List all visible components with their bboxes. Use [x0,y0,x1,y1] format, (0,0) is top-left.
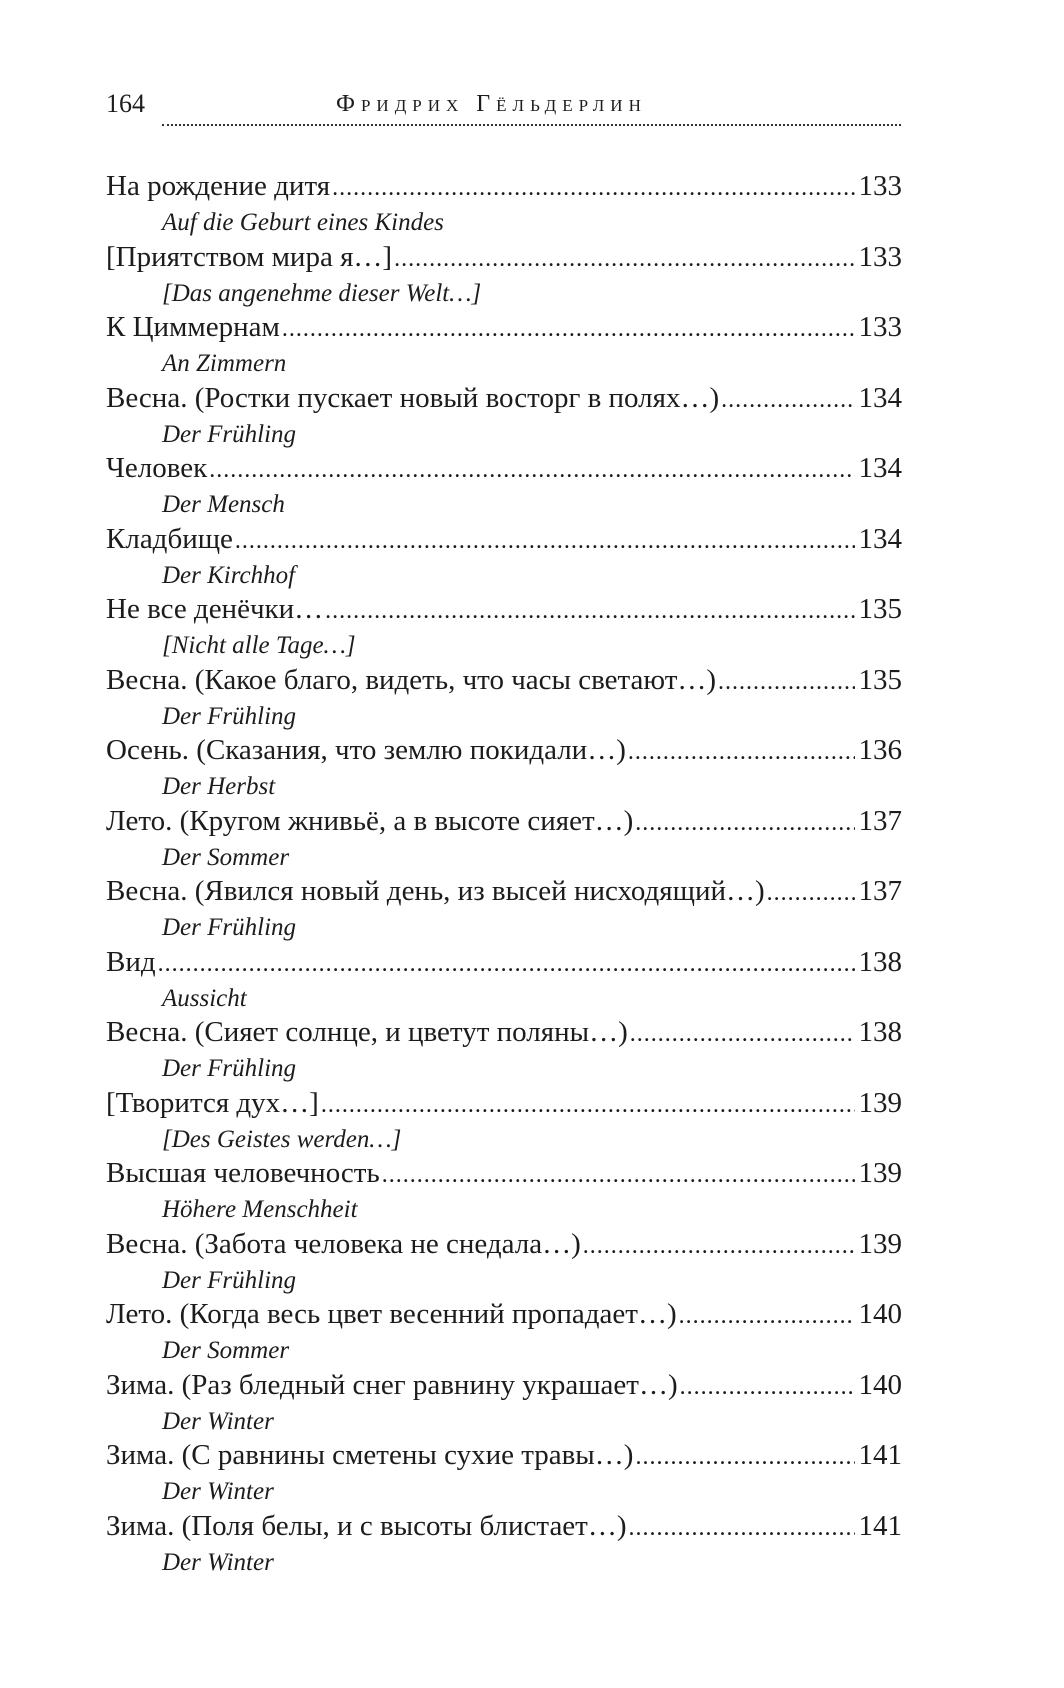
entry-original-title: [Das angenehme dieser Welt…] [162,279,482,307]
dot-leader [209,452,854,488]
toc-entry [106,662,902,733]
toc-row [106,239,902,277]
entry-page-number: 140 [858,1298,902,1330]
entry-title: Весна. (Сияет солнце, и цветут поляны…) [106,1016,628,1048]
toc-row [106,732,902,770]
entry-title: Зима. (С равнины сметены сухие травы…) [106,1439,634,1471]
dot-leader [628,734,855,770]
entry-original-title: Der Frühling [162,420,297,448]
entry-original-title: Der Winter [162,1478,274,1505]
entry-original-title: Der Frühling [162,702,297,730]
entry-title: [Творится дух…] [106,1086,319,1119]
toc-row [106,1226,902,1264]
toc-row [106,873,902,911]
entry-original-title: [Nicht alle Tage…] [162,632,356,659]
entry-original-title: Der Frühling [162,914,297,941]
toc-entry [106,1226,902,1297]
toc-entry [106,521,902,592]
toc-row [106,521,902,559]
entry-original-title: [Des Geistes werden…] [162,1125,402,1153]
toc-row [106,380,902,418]
entry-page-number: 141 [858,1509,902,1542]
dot-leader [158,946,855,982]
dot-leader [635,805,854,841]
entry-title: Зима. (Раз бледный снег равнину украшает…) [106,1368,678,1401]
toc-row [106,1014,902,1052]
entry-title: Лето. (Когда весь цвет весенний пропадает…) [106,1298,677,1330]
entry-title: Кладбище [106,522,233,555]
entry-original-title: Auf die Geburt eines Kindes [162,209,444,236]
dot-leader [767,875,855,911]
page-number: 164 [106,89,145,118]
entry-title: К Циммернам [106,311,280,343]
toc-entry [106,1508,902,1579]
entry-page-number: 139 [858,1086,902,1119]
toc-entry [106,1367,902,1438]
entry-page-number: 133 [858,170,902,202]
entry-page-number: 135 [858,663,902,696]
toc-row [106,1437,902,1475]
entry-title: Весна. (Явился новый день, из высей нисходящий…) [106,875,765,907]
toc-entry [106,168,902,239]
dot-leader [635,1439,854,1475]
entry-title: Высшая человечность [106,1157,380,1189]
entry-page-number: 140 [858,1368,902,1401]
entry-title: Человек [106,452,208,484]
entry-title: Вид [106,945,156,978]
entry-page-number: 139 [858,1157,902,1189]
toc-entry [106,873,902,944]
dot-leader [321,1087,855,1123]
entry-page-number: 133 [858,311,902,343]
dot-leader [583,1228,855,1264]
toc-entry [106,1155,902,1226]
entry-original-title: Der Winter [162,1407,274,1435]
toc-row [106,803,902,841]
entry-original-title: Der Kirchhof [162,561,296,589]
dot-leader [382,1157,855,1193]
entry-title: Зима. (Поля белы, и с высоты блистает…) [106,1509,627,1542]
entry-title: На рождение дитя [106,170,331,202]
toc-row [106,1085,902,1123]
entry-page-number: 133 [858,240,902,273]
toc-row [106,1155,902,1193]
entry-original-title: Höhere Menschheit [162,1196,358,1223]
entry-original-title: An Zimmern [162,350,287,377]
toc-entry [106,1437,902,1508]
toc-row [106,309,902,347]
toc-entry [106,309,902,380]
toc-entry [106,1296,902,1367]
toc-entry [106,239,902,310]
entry-title: [Приятством мира я…] [106,240,393,273]
entry-page-number: 139 [858,1227,902,1260]
entry-title: Весна. (Ростки пускает новый восторг в полях…) [106,381,720,414]
dot-leader [718,664,854,700]
entry-title: Осень. (Сказания, что землю покидали…) [106,734,626,766]
toc-entry [106,380,902,451]
entry-page-number: 136 [858,734,902,766]
entry-original-title: Der Frühling [162,1266,297,1294]
toc-entry [106,1085,902,1156]
page-header [106,88,901,128]
toc-entry [106,591,902,662]
entry-page-number: 135 [858,593,902,625]
toc-row [106,662,902,700]
toc-entry [106,803,902,874]
toc-row [106,1296,902,1334]
dot-leader [282,311,855,347]
table-of-contents [106,168,902,1578]
toc-entry [106,944,902,1015]
entry-original-title: Der Sommer [162,843,290,871]
toc-entry [106,450,902,521]
entry-original-title: Der Herbst [162,773,276,800]
toc-row [106,944,902,982]
entry-title: Лето. (Кругом жнивьё, а в высоте сияет…) [106,804,634,837]
dotted-rule [162,124,901,126]
entry-page-number: 138 [858,1016,902,1048]
dot-leader [325,593,854,629]
dot-leader [679,1298,855,1334]
toc-entry [106,732,902,803]
toc-row [106,1367,902,1405]
entry-title: Весна. (Какое благо, видеть, что часы светают…) [106,663,717,696]
toc-entry [106,1014,902,1085]
dot-leader [394,241,854,277]
entry-page-number: 138 [858,945,902,978]
toc-row [106,1508,902,1546]
toc-row [106,591,902,629]
running-head: Фридрих Гёльдерлин [336,91,647,117]
entry-original-title: Aussicht [162,984,247,1012]
entry-original-title: Der Mensch [162,491,285,518]
entry-page-number: 141 [858,1439,902,1471]
entry-original-title: Der Sommer [162,1337,290,1364]
entry-page-number: 134 [858,381,902,414]
entry-original-title: Der Frühling [162,1055,297,1082]
toc-row [106,168,902,206]
entry-page-number: 134 [858,452,902,484]
dot-leader [630,1016,855,1052]
toc-row [106,450,902,488]
entry-page-number: 134 [858,522,902,555]
entry-page-number: 137 [858,804,902,837]
dot-leader [721,382,854,418]
dot-leader [235,523,855,559]
entry-title: Не все денёчки… [106,593,324,625]
entry-title: Весна. (Забота человека не снедала…) [106,1227,581,1260]
dot-leader [332,170,854,206]
entry-page-number: 137 [858,875,902,907]
entry-original-title: Der Winter [162,1548,274,1576]
dot-leader [680,1369,855,1405]
dot-leader [629,1510,855,1546]
